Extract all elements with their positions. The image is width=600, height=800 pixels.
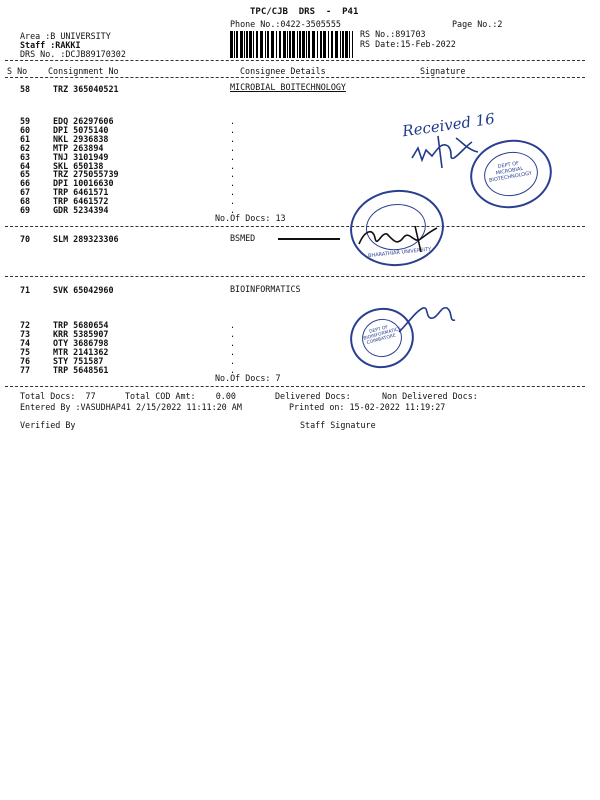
row-dot: . [230,337,236,348]
table-row-sno: 59 [20,116,31,126]
document-title: TPC/CJB DRS - P41 [250,7,359,17]
row-dot: . [230,346,236,357]
divider [5,226,585,227]
stamp-bioinformatics-text: DEPT OF BIOINFORMATICS COIMBATORE [363,325,402,347]
row-dot: . [230,151,236,162]
table-row-sno: 67 [20,187,31,198]
table-row-consignment: MTR 2141362 [53,346,109,357]
row-dot: . [230,355,236,366]
printed-on: Printed on: 15-02-2022 11:19:27 [289,402,446,412]
row-dot: . [230,142,236,153]
phone-number: Phone No.:0422-3505555 [230,19,341,29]
table-row-sno: 61 [20,133,31,144]
table-row-sno: 71 [20,285,31,295]
table-row-consignment: MTP 263894 [53,142,104,153]
table-row-sno: 69 [20,205,31,215]
table-row-consignee: MICROBIAL BOITECHNOLOGY [230,82,346,92]
row-dot: . [230,178,236,189]
total-docs: Total Docs: 77 [20,391,96,401]
divider [5,77,585,78]
handwritten-received: Received 16 [401,109,496,141]
table-row-sno: 68 [20,196,31,207]
rs-number: RS No.:891703 [360,29,426,39]
divider [5,276,585,277]
table-row-consignment: KRR 5385907 [53,328,109,339]
table-row-consignment: TRZ 275055739 [53,169,119,180]
row-dot: . [230,160,236,171]
row-dot: . [230,124,236,135]
table-row-consignment: TRP 6461571 [53,187,109,198]
table-row-consignment: TRP 5648561 [53,364,109,375]
table-row-consignment: TRZ 365040521 [53,84,119,94]
table-row-consignment: DPI 5075140 [53,124,109,135]
table-row-sno: 64 [20,160,31,171]
non-delivered-docs: Non Delivered Docs: [382,391,478,401]
delivered-docs: Delivered Docs: [275,391,351,401]
column-header-signature: Signature [420,66,466,76]
column-header-consignment: Consignment No [48,66,119,76]
table-row-sno: 65 [20,169,31,180]
table-row-sno: 72 [20,320,31,330]
divider [5,386,585,387]
table-row-consignment: TNJ 3101949 [53,151,109,162]
entered-by: Entered By :VASUDHAP41 2/15/2022 11:11:20 AM [20,402,242,412]
table-row-consignment: OTY 3686798 [53,337,109,348]
column-header-consignee: Consignee Details [240,66,326,76]
row-dot: . [230,169,236,180]
table-row-sno: 75 [20,346,31,357]
table-row-sno: 60 [20,124,31,135]
row-dot: . [230,205,236,215]
row-dot: . [230,187,236,198]
stamp-bsmed-text: BHARATHIAR UNIVERSITY [367,246,432,260]
table-row-consignment: TRP 5680654 [53,320,109,330]
table-row-sno: 76 [20,355,31,366]
row-dot: . [230,328,236,339]
table-row-consignment: SLM 289323306 [53,234,119,244]
signature-icon [355,222,445,256]
staff-signature: Staff Signature [300,420,376,430]
table-row-sno: 58 [20,84,31,94]
drs-number: DRS No. :DCJB89170302 [20,49,126,59]
table-row-consignment: GDR 5234394 [53,205,109,215]
table-row-consignment: SVK 65042960 [53,285,114,295]
table-row-sno: 63 [20,151,31,162]
staff-label: Staff :RAKKI [20,40,81,50]
rs-date: RS Date:15-Feb-2022 [360,39,456,49]
page-number: Page No.:2 [452,19,503,29]
row-dot: . [230,196,236,207]
table-row-sno: 73 [20,328,31,339]
total-cod: Total COD Amt: 0.00 [125,391,236,401]
signature-icon [395,298,460,338]
docs-count: No.Of Docs: 13 [215,213,286,223]
row-dot: . [230,364,236,375]
row-dot: . [230,133,236,144]
table-row-consignee: BSMED [230,233,256,243]
table-row-sno: 62 [20,142,31,153]
barcode-icon [230,31,353,58]
row-dot: . [230,116,236,126]
table-row-consignee: BIOINFORMATICS [230,284,301,294]
verified-by: Verified By [20,420,76,430]
table-row-sno: 74 [20,337,31,348]
table-row-consignment: NKL 2936838 [53,133,109,144]
table-row-consignment: TRP 6461572 [53,196,109,207]
table-row-sno: 66 [20,178,31,189]
divider [5,60,585,61]
docs-count: No.Of Docs: 7 [215,373,281,383]
underline-stroke [278,238,340,240]
table-row-consignment: EDQ 26297606 [53,116,114,126]
column-header-sno: S No [7,66,28,76]
row-dot: . [230,320,236,330]
table-row-consignment: SKL 650138 [53,160,104,171]
table-row-consignment: DPI 10016630 [53,178,114,189]
stamp-microbial-text: DEPT OF MICROBIAL BIOTECHNOLOGY [488,160,533,184]
table-row-sno: 77 [20,364,31,375]
table-row-sno: 70 [20,234,31,244]
area-label: Area :B UNIVERSITY [20,31,111,41]
table-row-consignment: STY 751587 [53,355,104,366]
